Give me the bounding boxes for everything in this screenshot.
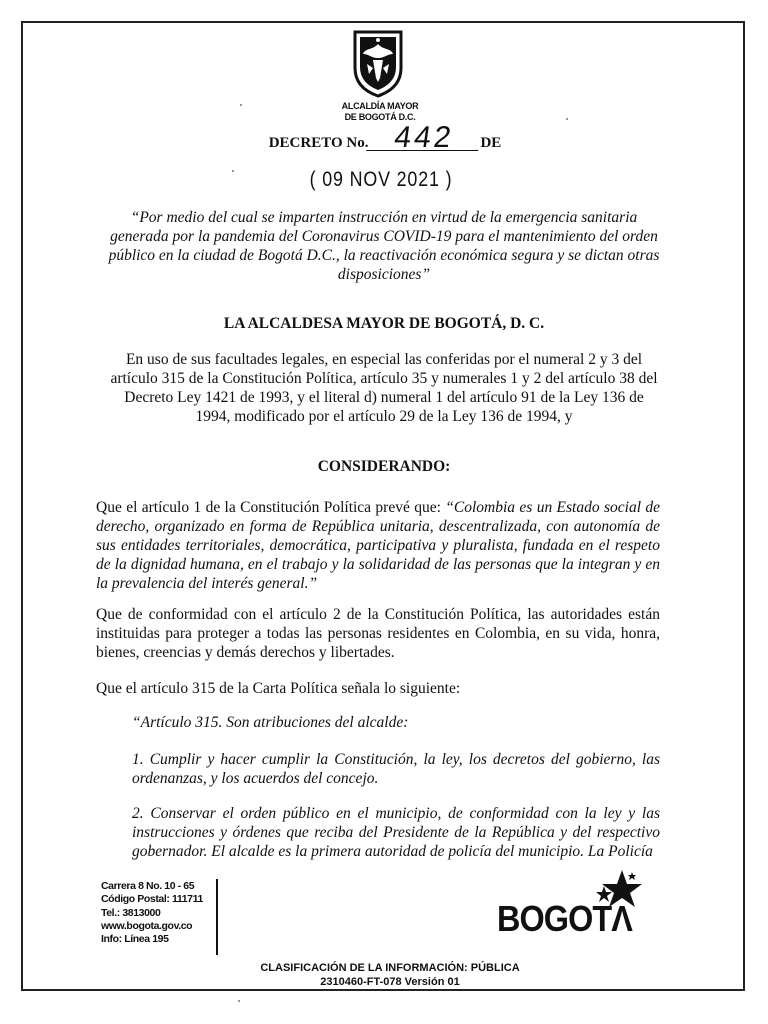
date-stamp-text: 09 NOV 2021 xyxy=(322,168,440,191)
coat-of-arms-icon xyxy=(349,28,407,98)
footer-phone: Tel.: 3813000 xyxy=(101,906,161,919)
date-stamp xyxy=(270,168,493,192)
decree-subject: “Por medio del cual se imparten instrucción en virtud de la emergencia sanitaria generada por la pandemia del Coronavirus COVID-19 para el mantenimiento del orden público en la ciudad de Bogotá D.C., la reactivación económica segura y se dictan otras disposiciones” xyxy=(108,209,660,283)
footer-info-line: Info: Línea 195 xyxy=(101,933,169,946)
scan-speck xyxy=(232,170,234,172)
footer-divider xyxy=(216,879,218,955)
decree-number: 442 xyxy=(367,126,483,151)
footer-postal-code: Código Postal: 111711 xyxy=(101,893,203,906)
scan-speck xyxy=(238,1000,240,1002)
quote-heading: “Artículo 315. Son atribuciones del alcalde: xyxy=(132,714,409,731)
issuer-name xyxy=(300,101,460,123)
form-code: 2310460-FT-078 Versión 01 xyxy=(320,976,460,988)
considering-heading: CONSIDERANDO: xyxy=(317,458,451,475)
decree-prefix: DECRETO No. xyxy=(268,135,369,151)
paragraph-article-1-lead: Que el artículo 1 de la Constitución Política prevé que: xyxy=(96,499,446,516)
classification-label: CLASIFICACIÓN DE LA INFORMACIÓN: PÚBLICA xyxy=(260,962,520,974)
issuer-line-2: DE BOGOTÁ D.C. xyxy=(344,112,416,122)
legal-powers: En uso de sus facultades legales, en especial las conferidas por el numeral 2 y 3 del artículo 315 de la Constitución Política, artículo 35 y numerales 1 y 2 del artículo 38 del Decreto Ley 1421 de 1993, y el literal d) numeral 1 del artículo 91 de la Ley 136 de 1994, modificado por el artículo 29 de la Ley 136 de 1994, y xyxy=(110,351,658,425)
decree-suffix: DE xyxy=(480,135,502,151)
date-close-paren: ) xyxy=(445,168,453,191)
scan-speck xyxy=(240,104,242,106)
footer-address: Carrera 8 No. 10 - 65 xyxy=(101,880,195,892)
footer-contact xyxy=(101,880,216,946)
paragraph-article-315: Que el artículo 315 de la Carta Política señala lo siguiente: xyxy=(96,680,461,697)
footer-website: www.bogota.gov.co xyxy=(101,919,193,932)
bogota-logo-text: BOGOTΛ xyxy=(497,898,633,939)
decree-number-line xyxy=(200,121,570,154)
authority-heading: LA ALCALDESA MAYOR DE BOGOTÁ, D. C. xyxy=(223,315,545,332)
issuer-line-1: ALCALDÍA MAYOR xyxy=(341,101,419,111)
paragraph-article-2: Que de conformidad con el artículo 2 de la Constitución Política, las autoridades están instituidas para proteger a todas las personas residentes en Colombia, en su vida, honra, bienes, creencias y demás derechos y libertades. xyxy=(96,606,660,661)
paragraph-article-1 xyxy=(96,498,660,593)
footer-classification xyxy=(200,961,580,989)
quote-item-2: 2. Conservar el orden público en el municipio, de conformidad con la ley y las instrucciones y órdenes que reciba del Presidente de la República y del respectivo gobernador. El alcalde es la primera autoridad de policía del municipio. La Policía xyxy=(132,805,660,860)
scan-speck xyxy=(566,118,568,120)
date-open-paren: ( xyxy=(309,168,317,191)
paragraph-article-1-quote: “Colombia es un Estado social de derecho, organizado en forma de República unitaria, descentralizada, con autonomía de sus entidades territoriales, democrática, participativa y pluralista, fundada en el respeto de la dignidad humana, en el trabajo y la solidaridad de las personas que la integran y en la prevalencia del interés general.” xyxy=(96,499,661,592)
quote-item-1: 1. Cumplir y hacer cumplir la Constitución, la ley, los decretos del gobierno, las ordenanzas, y los acuerdos del concejo. xyxy=(132,751,660,787)
